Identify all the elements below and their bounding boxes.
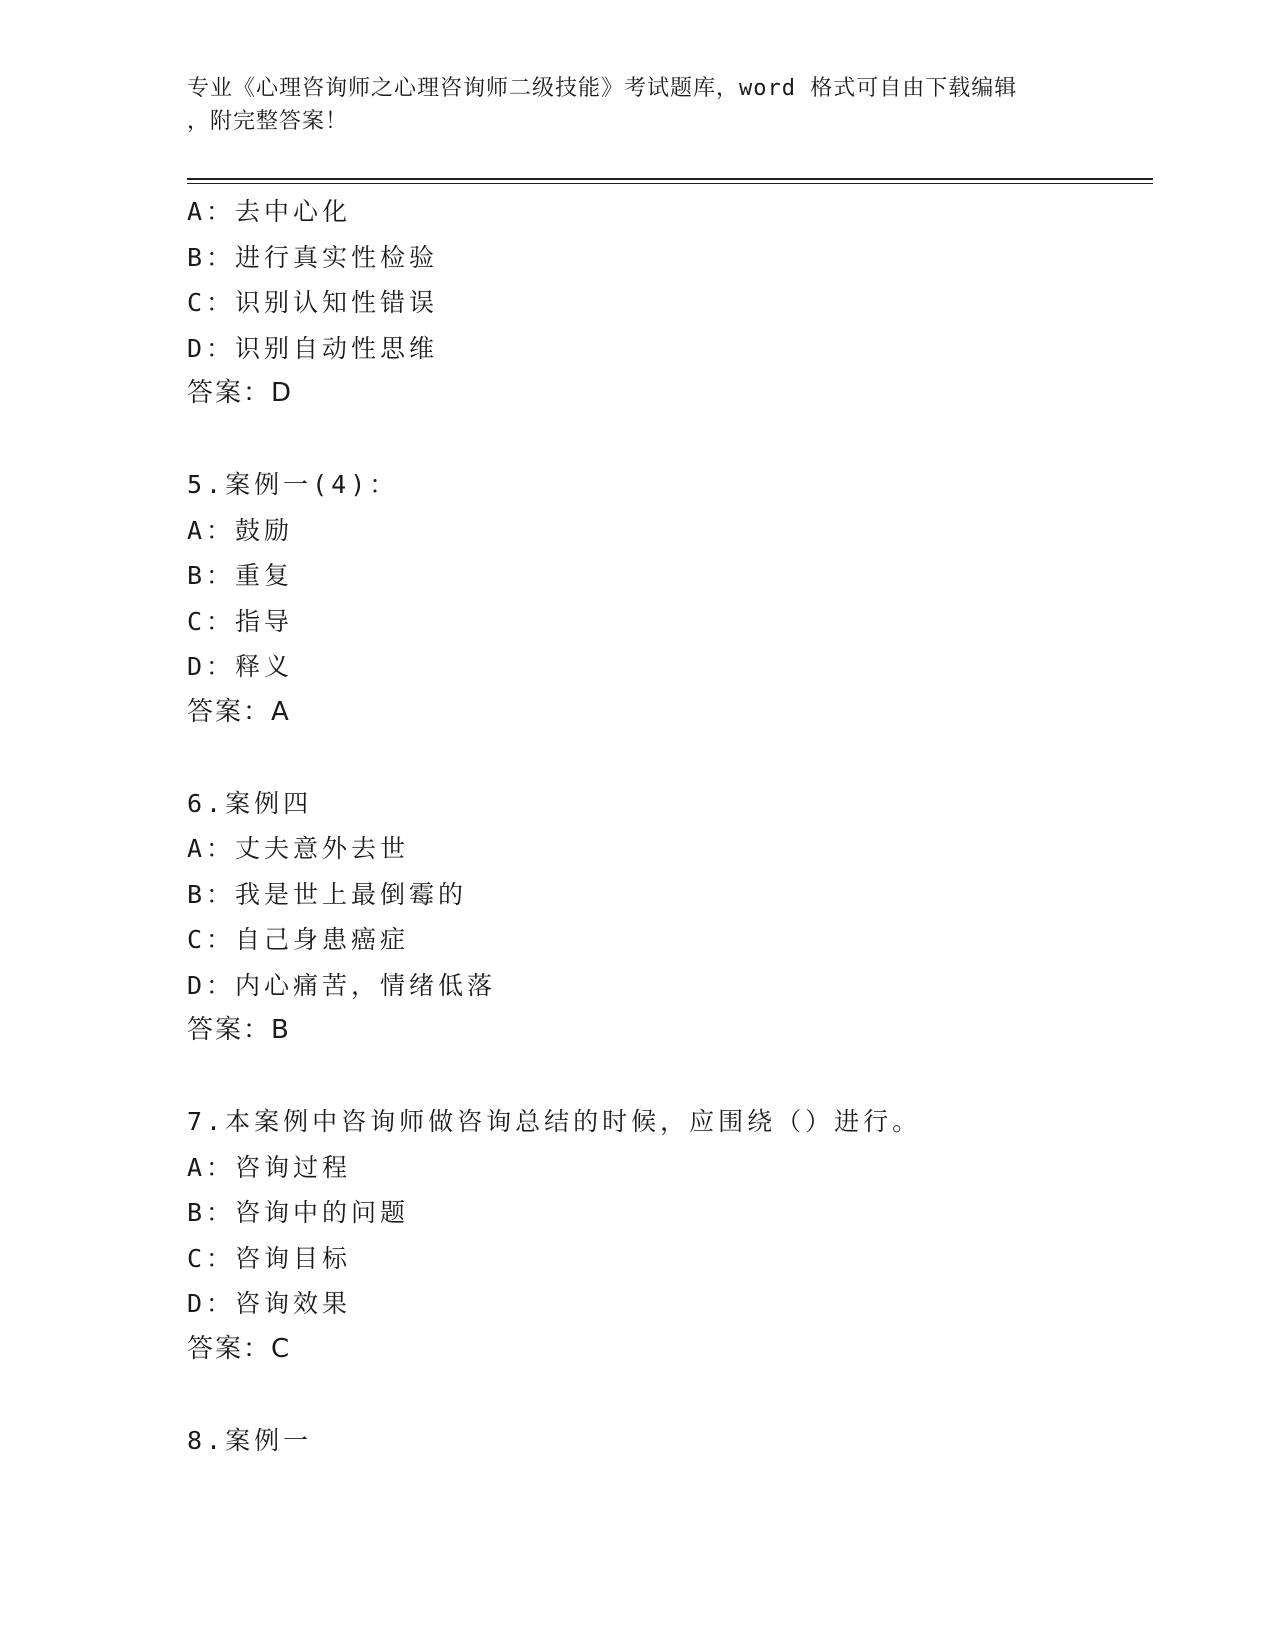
header-line-1: 专业《心理咨询师之心理咨询师二级技能》考试题库，word 格式可自由下载编辑 [187,76,1018,101]
option-b: B：进行真实性检验 [187,242,439,272]
answer-line: 答案：C [187,1333,292,1364]
question-block-5 [187,462,1153,735]
question-text: 7.本案例中咨询师做咨询总结的时候，应围绕（）进行。 [187,1107,922,1136]
option-d: D：识别自动性思维 [187,333,439,363]
option-a: A：去中心化 [187,197,352,226]
header-divider-thin [187,183,1153,184]
answer-line: 答案：B [187,1015,291,1045]
question-block-7 [187,1099,1153,1372]
question-text: 8.案例一 [187,1425,313,1455]
question-text: 6.案例四 [187,788,313,818]
option-b: B：重复 [187,561,294,590]
option-c: C：识别认知性错误 [187,288,439,317]
document-header [187,72,1087,138]
option-a: A：咨询过程 [187,1152,352,1182]
question-list [187,189,1153,1463]
option-d: D：咨询效果 [187,1289,352,1318]
option-d: D：内心痛苦，情绪低落 [187,970,497,1000]
option-b: B：我是世上最倒霉的 [187,879,468,909]
option-a: A：丈夫意外去世 [187,834,410,863]
option-b: B：咨询中的问题 [187,1198,410,1227]
option-d: D：释义 [187,652,294,681]
option-c: C：指导 [187,606,294,636]
option-a: A：鼓励 [187,515,294,545]
option-c: C：咨询目标 [187,1243,352,1273]
header-line-2: ，附完整答案！ [187,109,349,134]
option-c: C：自己身患癌症 [187,925,410,954]
question-block-6 [187,781,1153,1054]
question-block-4 [187,189,1153,417]
question-text: 5.案例一(4)： [187,470,399,499]
question-block-8 [187,1418,1153,1464]
header-divider-thick [187,178,1153,180]
answer-line: 答案：A [187,696,291,727]
answer-line: 答案：D [187,378,294,408]
